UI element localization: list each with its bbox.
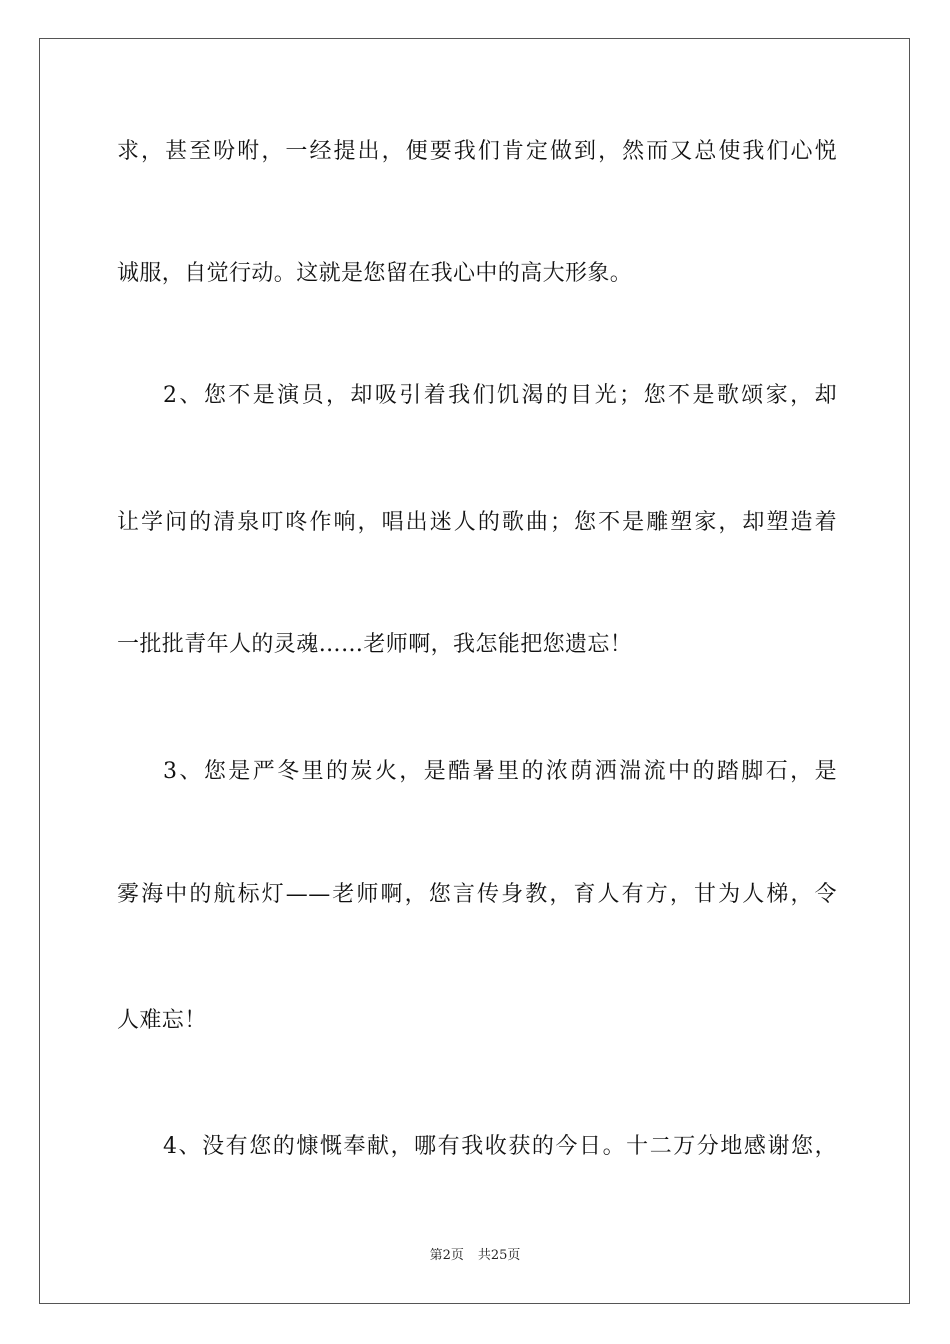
text-line-3: 2、您不是演员，却吸引着我们饥渴的目光；您不是歌颂家，却 [163,383,837,408]
text-line-6: 3、您是严冬里的炭火，是酷暑里的浓荫洒湍流中的踏脚石，是 [163,759,837,784]
page-footer [0,1247,950,1265]
text-line-4: 让学问的清泉叮咚作响，唱出迷人的歌曲；您不是雕塑家，却塑造着 [117,510,837,535]
text-line-7: 雾海中的航标灯——老师啊，您言传身教，育人有方，甘为人梯，令 [117,882,837,907]
text-line-2: 诚服，自觉行动。这就是您留在我心中的高大形象。 [117,261,633,286]
page-border [39,38,910,1304]
text-line-8: 人难忘！ [117,1008,207,1033]
text-line-5: 一批批青年人的灵魂……老师啊，我怎能把您遗忘！ [117,632,633,657]
text-line-1: 求，甚至吩咐，一经提出，便要我们肯定做到，然而又总使我们心悦 [117,139,837,164]
text-line-9: 4、没有您的慷慨奉献，哪有我收获的今日。十二万分地感谢您， [163,1134,837,1159]
page-number: 第2页 [429,1248,464,1263]
page-total: 共25页 [477,1248,521,1263]
